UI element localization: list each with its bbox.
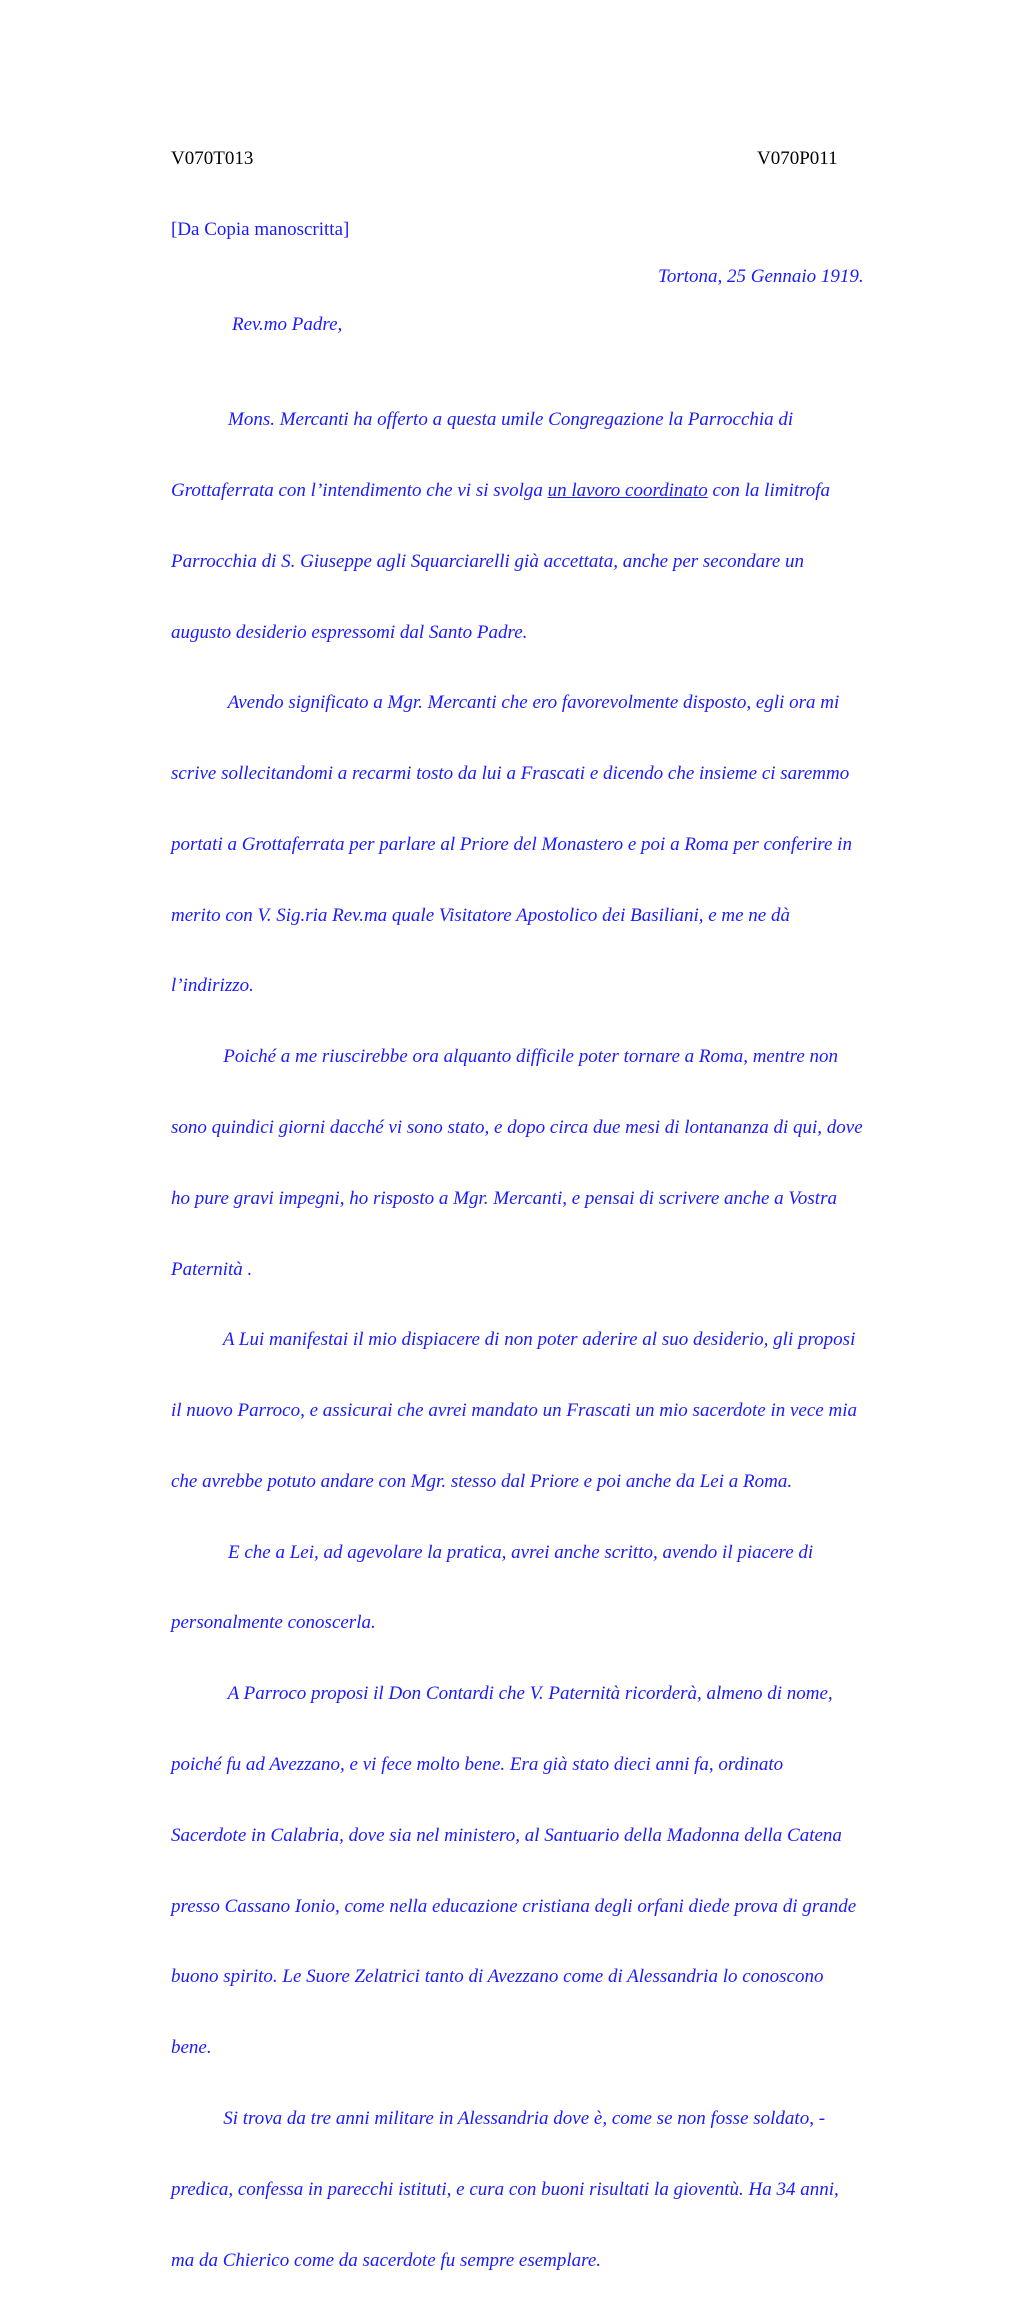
body-line: Avendo significato a Mgr. Mercanti che ero favorevolmente disposto, egli ora mi	[171, 692, 840, 714]
body-line: Mons. Mercanti ha offerto a questa umile Congregazione la Parrocchia di	[171, 409, 794, 431]
body-line-part: con la limitrofa	[707, 479, 830, 501]
body-line: che avrebbe potuto andare con Mgr. stesso dal Priore e poi anche da Lei a Roma.	[171, 1470, 793, 1492]
body-line: bene.	[171, 2037, 212, 2059]
body-line: Si trova da tre anni militare in Alessandria dove è, come se non fosse soldato, -	[171, 2107, 826, 2129]
body-line: Parrocchia di S. Giuseppe agli Squarciarelli già accettata, anche per secondare un	[171, 550, 805, 572]
body-line: buono spirito. Le Suore Zelatrici tanto di Avezzano come di Alessandria lo conoscono	[171, 1966, 824, 1988]
body-line: ma da Chierico come da sacerdote fu sempre esemplare.	[171, 2249, 602, 2271]
letter-dateline: Tortona, 25 Gennaio 1919.	[658, 266, 864, 287]
underlined-phrase: un lavoro coordinato	[547, 479, 708, 501]
body-line: A Parroco proposi il Don Contardi che V. Paternità ricorderà, almeno di nome,	[171, 1683, 833, 1705]
body-line: ho pure gravi impegni, ho risposto a Mgr. Mercanti, e pensai di scrivere anche a Vostra	[171, 1187, 837, 1209]
body-line: presso Cassano Ionio, come nella educazione cristiana degli orfani diede prova di grande	[171, 1895, 857, 1917]
document-code-right: V070P011	[757, 148, 838, 169]
body-line: il nuovo Parroco, e assicurai che avrei mandato un Frascati un mio sacerdote in vece mia	[171, 1400, 857, 1422]
body-line: A Lui manifestai il mio dispiacere di non poter aderire al suo desiderio, gli proposi	[171, 1329, 856, 1351]
body-line: sono quindici giorni dacché vi sono stato, e dopo circa due mesi di lontananza di qui, dove	[171, 1117, 863, 1138]
letter-salutation: Rev.mo Padre,	[232, 314, 343, 335]
body-line: E che a Lei, ad agevolare la pratica, avrei anche scritto, avendo il piacere di	[171, 1541, 814, 1563]
body-line: Sacerdote in Calabria, dove sia nel ministero, al Santuario della Madonna della Catena	[171, 1824, 842, 1846]
body-line: merito con V. Sig.ria Rev.ma quale Visitatore Apostolico dei Basiliani, e me ne dà	[171, 904, 790, 926]
body-line: predica, confessa in parecchi istituti, e cura con buoni risultati la gioventù. Ha 34 anni,	[171, 2178, 839, 2200]
body-line: personalmente conoscerla.	[171, 1612, 376, 1634]
body-line	[171, 479, 931, 503]
source-note: [Da Copia manoscritta]	[171, 219, 350, 240]
document-code-left: V070T013	[171, 148, 254, 169]
body-line-part: Grottaferrata con l’intendimento che vi si svolga	[171, 479, 548, 501]
body-line: portati a Grottaferrata per parlare al Priore del Monastero e poi a Roma per conferire in	[171, 833, 852, 855]
body-line: augusto desiderio espressomi dal Santo Padre.	[171, 621, 528, 643]
body-line: l’indirizzo.	[171, 975, 254, 997]
body-line: Poiché a me riuscirebbe ora alquanto difficile poter tornare a Roma, mentre non	[171, 1046, 839, 1068]
body-line: Paternità .	[171, 1258, 253, 1280]
letter-body	[171, 361, 931, 2319]
body-line: scrive sollecitandomi a recarmi tosto da lui a Frascati e dicendo che insieme ci saremmo	[171, 763, 850, 785]
body-line: poiché fu ad Avezzano, e vi fece molto bene. Era già stato dieci anni fa, ordinato	[171, 1754, 784, 1776]
